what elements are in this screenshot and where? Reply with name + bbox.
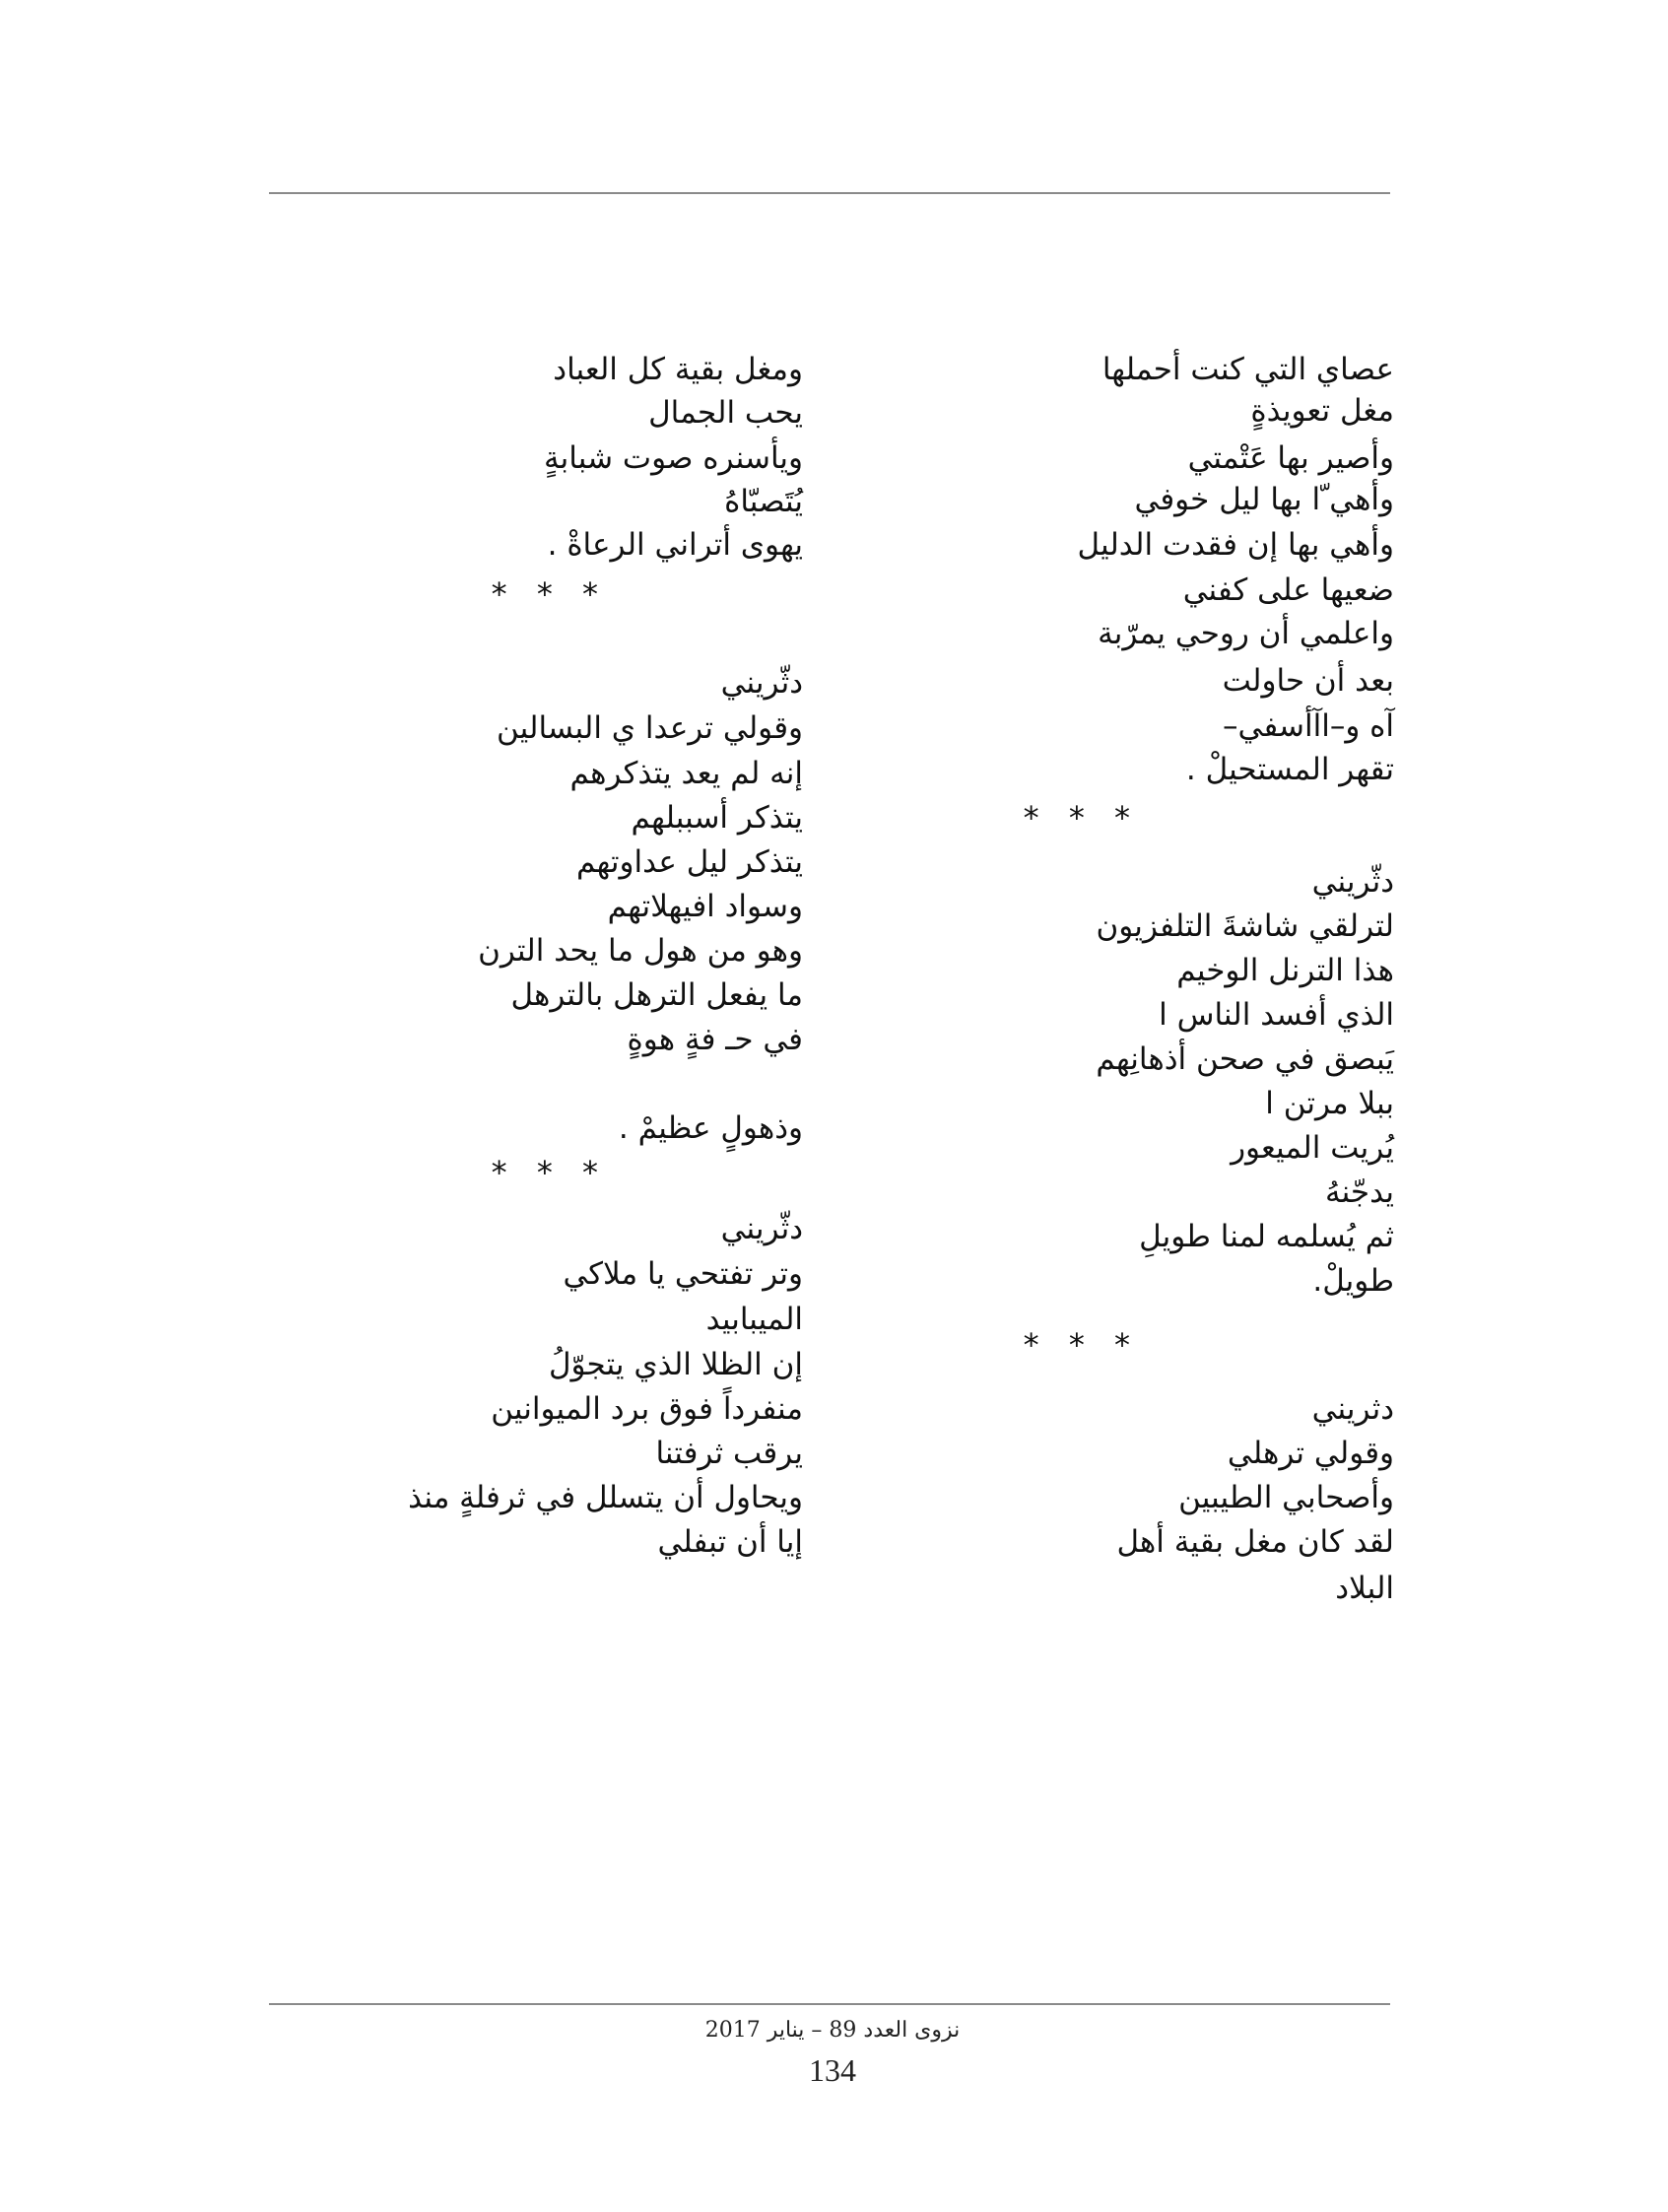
poem-line: وأهي بها إن فقدت الدليل xyxy=(1077,527,1394,563)
poem-line: ومغل بقية كل العباد xyxy=(553,352,803,387)
poem-line: هذا الترنل الوخيم xyxy=(1176,953,1394,988)
poem-line: منفرداً فوق برد الميوانين xyxy=(491,1391,803,1427)
poem-line: آه و–اآأسفي– xyxy=(1222,708,1394,744)
poem-line: يدجّنهُ xyxy=(1324,1174,1394,1210)
poem-line: إنه لم يعد يتذكرهم xyxy=(569,756,803,791)
poem-line: دثريني xyxy=(1311,1391,1394,1427)
poem-line: وقولي ترهلي xyxy=(1227,1436,1394,1471)
poem-line: إن الظلا الذي يتجوّلُ xyxy=(548,1347,803,1382)
poem-line: وقولي ترعدا ي البسالين xyxy=(497,710,803,746)
poem-line: لترلقي شاشةَ التلفزيون xyxy=(1096,908,1394,944)
poem-line: الذي أفسد الناس ا xyxy=(1159,997,1394,1033)
poem-line: وأصحابي الطيبين xyxy=(1178,1480,1394,1515)
stanza-separator: * * * xyxy=(1023,1326,1140,1364)
bottom-rule xyxy=(269,2003,1390,2005)
poem-line: وسواد افيهلاتهم xyxy=(607,889,803,924)
poem-line: إيا أن تبفلي xyxy=(657,1524,803,1560)
poem-line: وأهي ّا بها ليل خوفي xyxy=(1134,482,1394,517)
poem-line: يُريت الميعور xyxy=(1231,1130,1394,1166)
poem-line: ببلا مرتن ا xyxy=(1265,1086,1394,1121)
poem-line: واعلمي أن روحي يمرّبة xyxy=(1098,616,1394,651)
poem-line: دثّريني xyxy=(720,665,803,701)
top-rule xyxy=(269,192,1390,194)
poem-line: يتذكر أسببلهم xyxy=(631,800,803,836)
poem-line: طويلْ. xyxy=(1312,1263,1394,1299)
poem-line: دثّريني xyxy=(1311,864,1394,900)
stanza-separator: * * * xyxy=(491,1154,608,1191)
poem-line: وذهولٍ عظيمْ . xyxy=(618,1110,803,1146)
page-number: 134 xyxy=(809,2052,856,2088)
poem-line: دثّريني xyxy=(720,1211,803,1246)
stanza-separator: * * * xyxy=(1023,799,1140,837)
poem-line: يتذكر ليل عداوتهم xyxy=(575,844,803,880)
poem-line: ثم يُسلمه لمنا طويلِ xyxy=(1139,1219,1394,1254)
poem-line: يُتَصبّاهُ xyxy=(724,484,803,519)
poem-line: لقد كان مغل بقية أهل xyxy=(1116,1524,1394,1560)
poem-line: ويحاول أن يتسلل في ثرفلةٍ منذ xyxy=(408,1480,803,1515)
poem-line: في حـ فةٍ هوةٍ xyxy=(627,1022,803,1057)
poem-line: يرقب ثرفتنا xyxy=(655,1436,803,1471)
poem-line: ما يفعل الترهل بالترهل xyxy=(510,977,803,1013)
poem-line: عصاي التي كنت أحملها xyxy=(1101,352,1394,387)
poem-line: ويأسنره صوت شبابةٍ xyxy=(544,440,803,476)
poem-line: وأصير بها عَتْمتي xyxy=(1187,440,1394,476)
poem-line: يَبصق في صحن أذهانِهم xyxy=(1096,1041,1394,1077)
poem-line: البلاد xyxy=(1335,1571,1394,1606)
poem-line: ضعيها على كفني xyxy=(1182,572,1394,608)
poem-line: وهو من هول ما يحد الترن xyxy=(478,933,803,969)
poem-line: الميبابيد xyxy=(705,1302,803,1337)
poem-line: وتر تفتحي يا ملاكي xyxy=(563,1256,803,1292)
poem-line: مغل تعويذةٍ xyxy=(1250,393,1394,429)
poem-line: يهوى أتراني الرعاةْ . xyxy=(547,527,803,563)
footer-issue-label: نزوى العدد 89 – يناير 2017 xyxy=(704,2018,961,2043)
poem-line: يحب الجمال xyxy=(648,395,803,431)
poem-line: بعد أن حاولت xyxy=(1222,663,1394,699)
stanza-separator: * * * xyxy=(491,575,608,613)
poem-line: تقهر المستحيلْ . xyxy=(1185,752,1394,787)
